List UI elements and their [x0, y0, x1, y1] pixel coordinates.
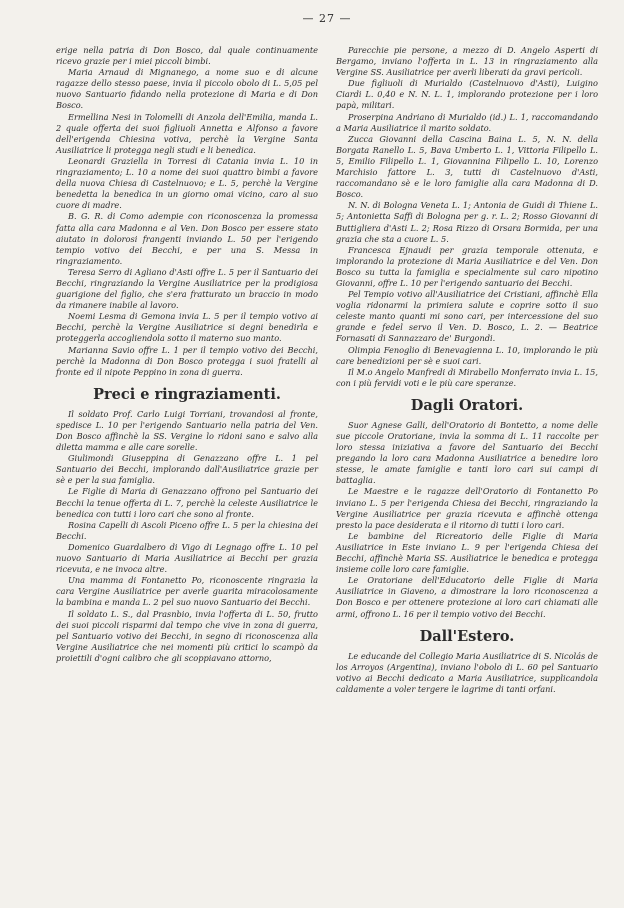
left-column	[56, 45, 318, 695]
paragraph: Teresa Serro di Agliano d'Asti offre L. 5 per il Santuario dei Becchi, ringraziando la Vergine Ausiliatrice per la prodigiosa guarigione del figlio, che s'era fratturato un braccio in modo da rimanere inabile al lavoro.	[56, 266, 318, 311]
paragraph: Le bambine del Ricreatorio delle Figlie di Maria Ausiliatrice in Este inviano L. 9 per l'erigenda Chiesa dei Becchi, affinchè Maria SS. Ausiliatrice le benedica e protegga insieme colle loro care famiglie.	[336, 530, 598, 575]
paragraph: Parecchie pie persone, a mezzo di D. Angelo Asperti di Bergamo, inviano l'offerta in L. 13 in ringraziamento alla Vergine SS. Ausiliatrice per averli liberati da gravi pericoli.	[336, 45, 598, 78]
paragraph: N. N. di Bologna Veneta L. 1; Antonia de Guidi di Thiene L. 5; Antonietta Saffi di Bologna per g. r. L. 2; Rosso Giovanni di Buttigliera d'Asti L. 2; Rosa Rizzo di Orsara Bormida, per una grazia che sta a cuore L. 5.	[336, 200, 598, 244]
right-column	[336, 45, 598, 695]
paragraph: Il soldato Prof. Carlo Luigi Torriani, trovandosi al fronte, spedisce L. 10 per l'erigendo Santuario nella patria del Ven. Don Bosco affinchè la SS. Vergine lo ridoni sano e salvo alla diletta mamma e alle care sorelle.	[56, 408, 318, 453]
right-top-block	[336, 45, 598, 389]
paragraph: Domenico Guardalbero di Vigo di Legnago offre L. 10 pel nuovo Santuario di Maria Ausiliatrice ai Becchi per grazia ricevuta, e ne invoca altre.	[56, 541, 318, 575]
paragraph: Marianna Savio offre L. 1 per il tempio votivo dei Becchi, perchè la Madonna di Don Bosco protegga i suoi fratelli al fronte ed il nipote Peppino in zona di guerra.	[56, 344, 318, 377]
paragraph: Olimpia Fenoglio di Benevagienna L. 10, implorando le più care benedizioni per sè e suoi cari.	[336, 344, 598, 366]
section-title-preci: Preci e ringraziamenti.	[93, 385, 281, 403]
paragraph: Proserpina Andriano di Murialdo (id.) L. 1, raccomandando a Maria Ausiliatrice il marito soldato.	[336, 111, 598, 133]
paragraph: Pel Tempio votivo all'Ausiliatrice dei Cristiani, affinchè Ella voglia ridonarmi la primiera salute e coprire sotto il suo celeste manto quanti mi sono cari, per intercessione del suo grande e fedel servo il Ven. D. Bosco, L. 2. — Beatrice Fornasati di Sannazzaro de' Burgondi.	[336, 289, 598, 344]
paragraph: Zucca Giovanni della Cascina Baina L. 5, N. N. della Borgata Ranello L. 5, Bava Umberto L. 1, Vittoria Filipello L. 5, Emilio Filipello L. 1, Giovannina Filipello L. 10, Lorenzo Marchisio fattore L. 3, tutti di Castelnuovo d'Asti, raccomandano sè e le loro famiglie alla cara Madonna di D. Bosco.	[336, 133, 598, 200]
section-title-estero: Dall'Estero.	[419, 627, 515, 645]
paragraph: Giulimondi Giuseppina di Genazzano offre L. 1 pel Santuario dei Becchi, implorando dall'Ausiliatrice grazie per sè e per la sua famiglia.	[56, 453, 318, 486]
left-top-block	[56, 45, 318, 378]
paragraph: Le Maestre e le ragazze dell'Oratorio di Fontanetto Po inviano L. 5 per l'erigenda Chiesa dei Becchi, ringraziando la Vergine Ausiliatrice per grazia ricevuta e affinchè ottenga presto la pace desiderata e il ritorno di tutti i loro cari.	[336, 486, 598, 530]
paragraph: Noemi Lesma di Gemona invia L. 5 per il tempio votivo ai Becchi, perchè la Vergine Ausiliatrice si degni benedirla e proteggerla accogliendola sotto il materno suo manto.	[56, 311, 318, 344]
paragraph: Una mamma di Fontanetto Po, riconoscente ringrazia la cara Vergine Ausiliatrice per averle guarita miracolosamente la bambina e manda L. 2 pel suo nuovo Santuario dei Becchi.	[56, 575, 318, 608]
paragraph: erige nella patria di Don Bosco, dal quale continuamente ricevo grazie per i miei piccoli bimbi.	[56, 45, 318, 67]
paragraph: Le Figlie di Maria di Genazzano offrono pel Santuario dei Becchi la tenue offerta di L. 7, perchè la celeste Ausiliatrice le benedica con tutti i loro cari che sono al fronte.	[56, 486, 318, 519]
paragraph: Le educande del Collegio Maria Ausiliatrice di S. Nicolás de los Arroyos (Argentina), inviano l'obolo di L. 60 pel Santuario votivo ai Becchi dedicato a Maria Ausiliatrice, supplicandola caldamente a voler tergere le lagrime di tanti orfani.	[336, 650, 598, 694]
paragraph: Rosina Capelli di Ascoli Piceno offre L. 5 per la chiesina dei Becchi.	[56, 519, 318, 541]
paragraph: Il M.o Angelo Manfredi di Mirabello Monferrato invia L. 15, con i più fervidi voti e le più care speranze.	[336, 366, 598, 388]
right-bottom-block	[336, 651, 598, 695]
section-title-oratori: Dagli Oratori.	[410, 396, 524, 414]
text-columns	[56, 45, 598, 695]
paragraph: Maria Arnaud di Mignanego, a nome suo e di alcune ragazze dello stesso paese, invia il piccolo obolo di L. 5,05 pel nuovo Santuario fidando nella protezione di Maria e di Don Bosco.	[56, 67, 318, 111]
paragraph: Suor Agnese Galli, dell'Oratorio di Bontetto, a nome delle sue piccole Oratoriane, invia la somma di L. 11 raccolte per loro stessa iniziativa a favore del Santuario dei Becchi pregando la loro cara Madonna Ausiliatrice a benedire loro stesse, le amate famiglie e tanti loro cari sui campi di battaglia.	[336, 419, 598, 486]
paragraph: B. G. R. di Como adempie con riconoscenza la promessa fatta alla cara Madonna e al Ven. Don Bosco per essere stato aiutato in dolorosi frangenti inviando L. 50 per l'erigendo tempio votivo dei Becchi, e per una S. Messa in ringraziamento.	[56, 211, 318, 266]
page-number: — 27 —	[302, 12, 352, 25]
paragraph: Leonardi Graziella in Torresi di Catania invia L. 10 in ringraziamento; L. 10 a nome dei suoi quattro bimbi a favore della nuova Chiesa di Castelnuovo; e L. 5, perchè la Vergine benedetta la benedica in un giorno omai vicino, caro al suo cuore di madre.	[56, 155, 318, 211]
paragraph: Ermellina Nesi in Tolomelli di Anzola dell'Emilia, manda L. 2 quale offerta dei suoi figliuoli Annetta e Alfonso a favore dell'erigenda Chiesina votiva, perchè la Vergine Santa Ausiliatrice li protegga negli studi e li benedica.	[56, 111, 318, 155]
paragraph: Due figliuoli di Murialdo (Castelnuovo d'Asti), Luigino Ciardi L. 0,40 e N. N. L. 1, implorando protezione per i loro papà, militari.	[336, 78, 598, 111]
right-middle-block	[336, 420, 598, 620]
left-bottom-block	[56, 409, 318, 664]
paragraph: Francesca Ejnaudi per grazia temporale ottenuta, e implorando la protezione di Maria Ausiliatrice e del Ven. Don Bosco su tutta la famiglia e specialmente sul caro nipotino Giovanni, offre L. 10 per l'erigendo santuario dei Becchi.	[336, 244, 598, 288]
paragraph: Il soldato L. S., dal Prasnbio, invia l'offerta di L. 50, frutto dei suoi piccoli risparmi dal tempo che vive in zona di guerra, pel Santuario votivo dei Becchi, in segno di riconoscenza alla Vergine Ausiliatrice che nei momenti più critici lo scampò da proiettili d'ogni calibro che gli scoppiavano attorno,	[56, 608, 318, 663]
paragraph: Le Oratoriane dell'Educatorio delle Figlie di Maria Ausiliatrice in Giaveno, a dimostrare la loro riconoscenza a Don Bosco e per ottenere protezione ai loro cari chiamati alle armi, offrono L. 16 per il tempio votivo dei Becchi.	[336, 575, 598, 619]
